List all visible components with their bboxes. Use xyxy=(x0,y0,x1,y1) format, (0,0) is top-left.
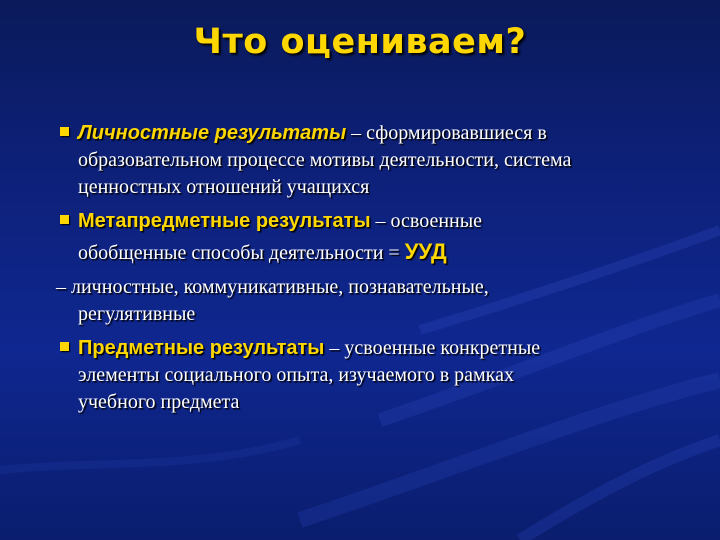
item-line: – личностные, коммуникативные, познавательные, xyxy=(56,276,489,298)
list-item-metasubject-results xyxy=(60,208,700,267)
item-line: элементы социального опыта, изучаемого в рамках xyxy=(78,364,514,386)
uud-emphasis: УУД xyxy=(404,239,447,264)
item-line: регулятивные xyxy=(78,303,196,325)
item-text: – усвоенные конкретные xyxy=(324,337,541,359)
item-line xyxy=(78,335,700,362)
square-bullet-icon xyxy=(60,215,69,224)
term-metasubject: Метапредметные результаты xyxy=(78,210,371,232)
item-line: учебного предмета xyxy=(78,391,240,413)
item-line: образовательном процессе мотивы деятельности, система xyxy=(78,149,572,171)
item-text: – освоенные xyxy=(370,210,483,232)
square-bullet-icon xyxy=(60,127,69,136)
list-item-personal-results xyxy=(60,120,700,201)
list-item-subject-results xyxy=(60,335,700,416)
item-text: – сформировавшиеся в xyxy=(346,122,547,144)
term-personal: Личностные результаты xyxy=(78,122,347,144)
slide-content xyxy=(56,120,700,416)
item-line xyxy=(78,208,700,235)
square-bullet-icon xyxy=(60,342,69,351)
sub-item-uud-types xyxy=(56,274,700,328)
item-line xyxy=(78,120,700,147)
slide-title: Что оцениваем? xyxy=(193,22,527,62)
item-line xyxy=(78,238,700,267)
item-line: ценностных отношений учащихся xyxy=(78,176,370,198)
item-text: обобщенные способы деятельности = xyxy=(78,242,405,264)
term-subject: Предметные результаты xyxy=(78,337,325,359)
